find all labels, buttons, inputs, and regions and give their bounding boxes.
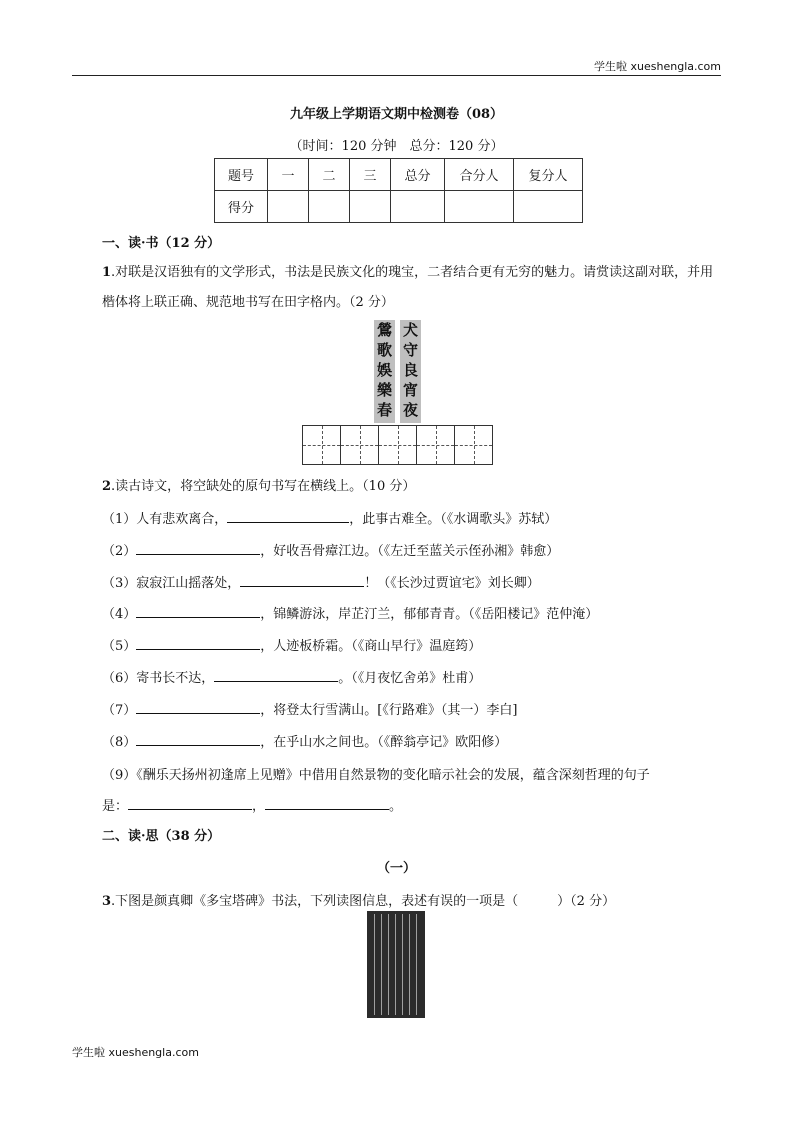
score-input-cell[interactable] xyxy=(268,191,309,223)
table-cell: 题号 xyxy=(215,159,268,191)
answer-blank[interactable] xyxy=(240,574,364,587)
item-text: ，将登太行雪满山。[《行路难》（其一）李白] xyxy=(260,703,518,718)
question-3 xyxy=(102,890,615,909)
score-table xyxy=(214,158,583,223)
item-text: ， xyxy=(252,799,266,814)
table-cell: 合分人 xyxy=(445,159,514,191)
answer-blank[interactable] xyxy=(136,701,260,714)
poem-item-9-answers xyxy=(102,795,402,814)
grid-cell[interactable] xyxy=(341,426,379,464)
question-text: .下图是颜真卿《多宝塔碑》书法，下列读图信息，表述有误的一项是（ ）（2 分） xyxy=(111,894,616,909)
grid-cell[interactable] xyxy=(417,426,455,464)
couplet-char: 犬 xyxy=(402,321,418,339)
couplet-char: 鶯 xyxy=(376,321,392,339)
item-text: 是： xyxy=(102,799,129,814)
item-text: ！（《长沙过贾谊宅》刘长卿） xyxy=(364,576,540,591)
question-number: 2 xyxy=(102,479,112,494)
answer-blank[interactable] xyxy=(136,733,260,746)
grid-cell[interactable] xyxy=(379,426,417,464)
answer-blank[interactable] xyxy=(136,637,260,650)
poem-item-9 xyxy=(102,764,650,783)
item-text: 。 xyxy=(389,799,403,814)
poem-item xyxy=(102,572,540,591)
item-text: （5） xyxy=(102,639,137,654)
item-text: （9）《酬乐天扬州初逢席上见赠》中借用自然景物的变化暗示社会的发展，蕴含深刻哲理的句子 xyxy=(102,768,650,783)
answer-blank[interactable] xyxy=(227,510,349,523)
table-cell: 总分 xyxy=(391,159,445,191)
poem-item xyxy=(102,731,507,750)
item-text: （3）寂寂江山摇落处， xyxy=(102,576,241,591)
table-cell: 一 xyxy=(268,159,309,191)
poem-item xyxy=(102,508,557,527)
exam-info: （时间：120 分钟 总分：120 分） xyxy=(289,139,504,154)
writing-grid[interactable] xyxy=(302,425,493,465)
poem-item xyxy=(102,540,559,559)
question-2 xyxy=(102,475,415,494)
couplet-char: 良 xyxy=(402,361,418,379)
calligraphy-image xyxy=(367,911,425,1018)
page-footer xyxy=(72,1044,199,1060)
item-text: ，在乎山水之间也。（《醉翁亭记》欧阳修） xyxy=(260,735,508,750)
score-input-cell[interactable] xyxy=(350,191,391,223)
item-text: ，锦鳞游泳，岸芷汀兰，郁郁青青。（《岳阳楼记》范仲淹） xyxy=(260,607,599,622)
item-text: ，好收吾骨瘴江边。（《左迁至蓝关示侄孙湘》韩愈） xyxy=(260,544,560,559)
answer-blank[interactable] xyxy=(128,797,252,810)
score-input-cell[interactable] xyxy=(514,191,583,223)
score-input-cell[interactable] xyxy=(445,191,514,223)
score-input-cell[interactable] xyxy=(391,191,445,223)
item-text: 。（《月夜忆舍弟》杜甫） xyxy=(338,671,482,686)
poem-item xyxy=(102,635,481,654)
item-text: （6）寄书长不达， xyxy=(102,671,215,686)
table-cell: 二 xyxy=(309,159,350,191)
item-text: （7） xyxy=(102,703,137,718)
table-row xyxy=(215,159,583,191)
item-text: ，人迹板桥霜。（《商山早行》温庭筠） xyxy=(260,639,482,654)
answer-blank[interactable] xyxy=(214,669,338,682)
couplet-right xyxy=(400,320,421,423)
item-text: （1）人有悲欢离合， xyxy=(102,512,228,527)
question-1 xyxy=(102,258,721,318)
grid-cell[interactable] xyxy=(303,426,341,464)
couplet-char: 守 xyxy=(402,341,418,359)
section-heading: 二、读·思（38 分） xyxy=(102,829,221,844)
couplet-char: 娛 xyxy=(376,361,392,379)
answer-blank[interactable] xyxy=(136,605,260,618)
table-cell: 三 xyxy=(350,159,391,191)
poem-item xyxy=(102,699,517,718)
question-number: 3 xyxy=(102,894,112,909)
page-title: 九年级上学期语文期中检测卷（08） xyxy=(289,107,504,122)
table-cell: 复分人 xyxy=(514,159,583,191)
question-text: .对联是汉语独有的文学形式，书法是民族文化的瑰宝，二者结合更有无穷的魅力。请赏读这副对联，并用楷体将上联正确、规范地书写在田字格内。（2 分） xyxy=(102,265,714,310)
couplet-char: 夜 xyxy=(402,401,418,419)
score-input-cell[interactable] xyxy=(309,191,350,223)
question-number: 1 xyxy=(102,265,112,280)
couplet-char: 歌 xyxy=(376,341,392,359)
poem-item xyxy=(102,667,481,686)
answer-blank[interactable] xyxy=(136,542,260,555)
footer-site: 学生啦 xueshengla.com xyxy=(72,1046,199,1059)
poem-item xyxy=(102,603,598,622)
table-row xyxy=(215,191,583,223)
item-text: （2） xyxy=(102,544,137,559)
page-header xyxy=(72,58,721,76)
grid-cell[interactable] xyxy=(455,426,492,464)
question-text: .读古诗文，将空缺处的原句书写在横线上。（10 分） xyxy=(111,479,416,494)
section-heading: 一、读·书（12 分） xyxy=(102,236,221,251)
couplet-char: 宵 xyxy=(402,381,418,399)
table-cell: 得分 xyxy=(215,191,268,223)
couplet-char: 樂 xyxy=(376,381,392,399)
couplet-left xyxy=(374,320,395,423)
item-text: ，此事古难全。（《水调歌头》苏轼） xyxy=(349,512,558,527)
item-text: （4） xyxy=(102,607,137,622)
answer-blank[interactable] xyxy=(265,797,389,810)
item-text: （8） xyxy=(102,735,137,750)
couplet-char: 春 xyxy=(376,401,392,419)
part-heading: （一） xyxy=(376,861,416,876)
header-site: 学生啦 xueshengla.com xyxy=(594,60,721,73)
